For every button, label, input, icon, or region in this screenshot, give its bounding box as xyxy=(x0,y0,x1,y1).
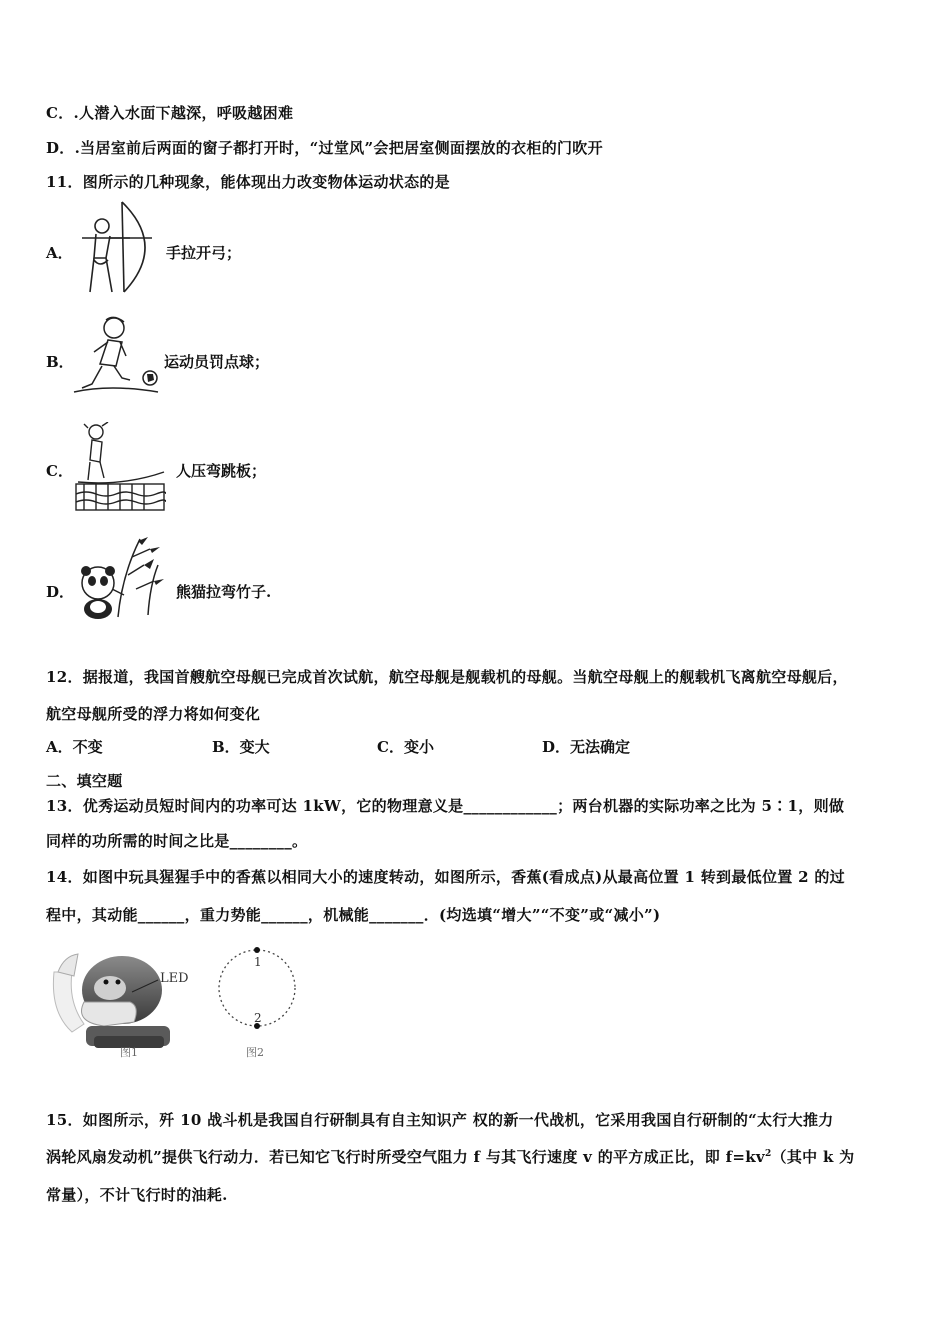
q11-option-d-label: D． xyxy=(46,583,75,601)
archer-image xyxy=(72,198,162,296)
point-2-label: 2 xyxy=(254,1011,262,1025)
section-title-fill-blank: 二、填空题 xyxy=(46,772,123,790)
point-1-marker xyxy=(254,947,260,953)
q12-stem-line2: 航空母舰所受的浮力将如何变化 xyxy=(46,705,261,723)
point-1-label: 1 xyxy=(254,955,262,969)
penalty-kick-image xyxy=(70,312,162,398)
q15-stem-line2 xyxy=(46,1146,854,1167)
q11-option-d-text: 熊猫拉弯竹子. xyxy=(176,583,272,601)
figure-1-led-label: LED xyxy=(160,971,189,986)
q15-line2-part-a: 涡轮风扇发动机”提供飞行动力．若已知它飞行时所受空气阻力 f 与其飞行速度 v 的平方成正比，即 f=kv xyxy=(46,1148,765,1166)
figure-1-caption: 图1 xyxy=(120,1046,138,1059)
q11-option-c-label: C． xyxy=(46,462,73,480)
figure-1-toy-monkey xyxy=(44,932,204,1062)
diving-board-image xyxy=(74,422,166,512)
q11-option-a-text: 手拉开弓； xyxy=(166,244,242,262)
q12-option-a: A．不变 xyxy=(46,738,103,756)
figure-2-circle xyxy=(210,936,306,1062)
q11-option-b-text: 运动员罚点球； xyxy=(164,353,270,371)
q11-stem: 11．图所示的几种现象，能体现出力改变物体运动状态的是 xyxy=(46,173,450,191)
q15-line2-part-b: （其中 k 为 xyxy=(771,1148,855,1166)
q13-stem-line1: 13．优秀运动员短时间内的功率可达 1kW，它的物理意义是____________；两台机器的实际功率之比为 5∶1，则做 xyxy=(46,797,845,815)
q14-stem-line1: 14．如图中玩具猩猩手中的香蕉以相同大小的速度转动，如图所示，香蕉(看成点)从最高位置 1 转到最低位置 2 的过 xyxy=(46,868,845,886)
q12-option-d: D．无法确定 xyxy=(542,738,631,756)
q15-stem-line1: 15．如图所示，歼 10 战斗机是我国自行研制具有自主知识产 权的新一代战机，它采用我国自行研制的“太行大推力 xyxy=(46,1111,834,1129)
q15-superscript: 2 xyxy=(764,1149,772,1159)
q11-option-a-label: A． xyxy=(46,244,73,262)
q12-option-b: B．变大 xyxy=(212,738,270,756)
q11-option-c-text: 人压弯跳板； xyxy=(176,462,267,480)
q11-option-b-label: B． xyxy=(46,353,74,371)
q13-stem-line2: 同样的功所需的时间之比是________。 xyxy=(46,832,308,850)
q12-stem-line1: 12．据报道，我国首艘航空母舰已完成首次试航，航空母舰是舰载机的母舰。当航空母舰上的舰载机飞离航空母舰后， xyxy=(46,668,848,686)
q14-stem-line2: 程中，其动能______，重力势能______，机械能_______．(均选填“增大”“不变”或“减小”) xyxy=(46,906,661,924)
q10-option-c: C．.人潜入水面下越深，呼吸越困难 xyxy=(46,104,294,122)
q12-option-c: C．变小 xyxy=(377,738,434,756)
q10-option-d: D．.当居室前后两面的窗子都打开时，“过堂风”会把居室侧面摆放的衣柜的门吹开 xyxy=(46,139,603,157)
figure-2-caption: 图2 xyxy=(246,1046,264,1059)
q15-stem-line3: 常量），不计飞行时的油耗. xyxy=(46,1186,228,1204)
panda-bamboo-image xyxy=(78,535,170,621)
